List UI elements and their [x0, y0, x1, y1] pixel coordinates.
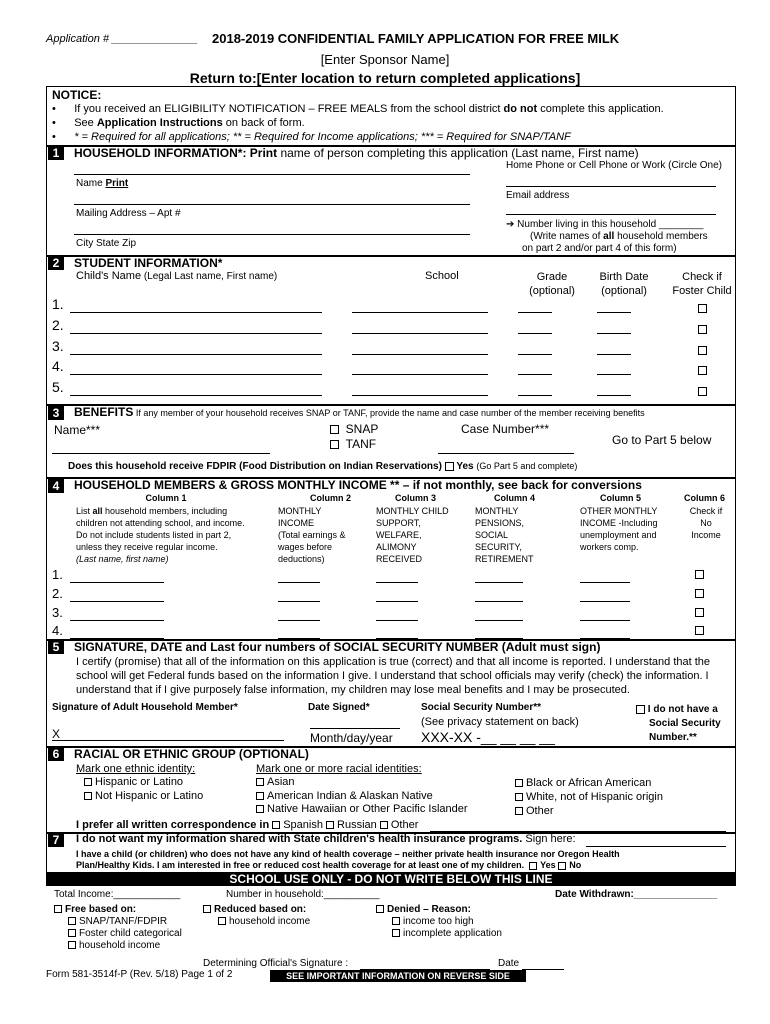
- member-row-number: 2.: [52, 586, 63, 601]
- case-number-label: Case Number***: [461, 422, 550, 436]
- free-based-on: Free based on:: [54, 904, 136, 915]
- grade-optional: (optional): [529, 285, 575, 297]
- col2-desc: [278, 505, 346, 565]
- number-in-household: Number in household:__________: [226, 889, 380, 900]
- column-desc-line: Check if: [689, 506, 723, 516]
- racial-white[interactable]: White, not of Hispanic origin: [515, 791, 663, 803]
- student-grade-line[interactable]: [518, 333, 552, 334]
- phone-label: Home Phone or Cell Phone or Work (Circle One): [506, 160, 723, 171]
- member-row-number: 3.: [52, 605, 63, 620]
- column-desc-line: MONTHLY: [475, 506, 519, 516]
- member-name-line[interactable]: [70, 601, 164, 602]
- column-desc-line: deductions): [278, 554, 325, 564]
- other-lang-checkbox[interactable]: [380, 821, 388, 829]
- section7-title: I do not want my information shared with State children's health insurance programs. Sign here:: [76, 833, 576, 845]
- column-desc-line: OTHER MONTHLY: [580, 506, 658, 516]
- notice-bullet-3: • * = Required for all applications; ** = Required for Income applications; *** = Required for SNAP/TANF: [52, 131, 571, 143]
- birth-optional: (optional): [601, 285, 647, 297]
- section1-number: 1: [48, 146, 64, 160]
- student-school-line[interactable]: [352, 333, 488, 334]
- no-income-checkbox[interactable]: [695, 589, 704, 598]
- column-desc-line: ALIMONY: [376, 542, 417, 552]
- racial-label: Mark one or more racial identities:: [256, 763, 422, 775]
- member-income-line[interactable]: [278, 582, 320, 583]
- free-opt-income: household income: [68, 940, 160, 951]
- no-income-checkbox[interactable]: [695, 626, 704, 635]
- notice-bullet-2: • See Application Instructions on back of form.: [52, 117, 305, 129]
- member-support-line[interactable]: [376, 582, 418, 583]
- no-ssn-option[interactable]: I do not have a: [636, 704, 718, 715]
- no-ssn-line-3: Number.**: [649, 732, 697, 743]
- col3-head: Column 3: [395, 493, 437, 503]
- racial-other[interactable]: Other: [515, 805, 554, 817]
- see-reverse-banner: SEE IMPORTANT INFORMATION ON REVERSE SIDE: [270, 970, 526, 982]
- column-desc-line: SOCIAL: [475, 530, 509, 540]
- no-income-checkbox[interactable]: [695, 570, 704, 579]
- col5-head: Column 5: [600, 493, 642, 503]
- col6-desc: [678, 505, 734, 541]
- name-line[interactable]: [74, 174, 470, 175]
- student-birth-line[interactable]: [597, 374, 631, 375]
- member-pension-line[interactable]: [475, 620, 523, 621]
- spanish-checkbox[interactable]: [272, 821, 280, 829]
- asian-checkbox[interactable]: [256, 778, 264, 786]
- student-grade-line[interactable]: [518, 354, 552, 355]
- signature-x: X: [52, 727, 61, 741]
- phone-line[interactable]: [506, 186, 716, 187]
- section3-title: BENEFITS If any member of your household receives SNAP or TANF, provide the name and case number of the member receiving benefits: [74, 405, 645, 419]
- section5-title: SIGNATURE, DATE and Last four numbers of SOCIAL SECURITY NUMBER (Adult must sign): [74, 640, 601, 654]
- free-foster-checkbox[interactable]: [68, 929, 76, 937]
- return-to: Return to:[Enter location to return completed applications]: [189, 70, 581, 86]
- birth-header: Birth Date: [599, 271, 649, 283]
- foster-child-checkbox[interactable]: [698, 366, 707, 375]
- section1-title: HOUSEHOLD INFORMATION*: Print name of person completing this application (Last name, First name): [74, 146, 639, 160]
- tanf-checkbox[interactable]: [330, 440, 339, 449]
- section6-number: 6: [48, 747, 64, 761]
- form-id: Form 581-3514f-P (Rev. 5/18) Page 1 of 2: [46, 969, 233, 980]
- racial-american-indian[interactable]: American Indian & Alaskan Native: [256, 790, 433, 802]
- column-desc-line: No: [700, 518, 712, 528]
- section6-title: RACIAL OR ETHNIC GROUP (OPTIONAL): [74, 747, 309, 761]
- member-name-line[interactable]: [70, 582, 164, 583]
- student-birth-line[interactable]: [597, 354, 631, 355]
- snap-checkbox[interactable]: [330, 425, 339, 434]
- application-number-label: Application # ______________: [46, 33, 198, 45]
- member-pension-line[interactable]: [475, 582, 523, 583]
- member-support-line[interactable]: [376, 601, 418, 602]
- health-yes-checkbox[interactable]: [529, 862, 537, 870]
- member-income-line[interactable]: [278, 620, 320, 621]
- column-desc-line: INCOME: [278, 518, 314, 528]
- denied-opt-incomplete: incomplete application: [392, 928, 502, 939]
- snap-option[interactable]: SNAP: [330, 422, 378, 436]
- official-signature: Determining Official's Signature :: [203, 958, 349, 969]
- section4-number: 4: [48, 479, 64, 493]
- fdpir-yes-checkbox[interactable]: [445, 462, 454, 471]
- city-line[interactable]: [74, 234, 470, 235]
- column-desc-line: WELFARE,: [376, 530, 422, 540]
- column-desc-line: SECURITY,: [475, 542, 522, 552]
- ssn-note: (See privacy statement on back): [421, 716, 579, 728]
- member-other-line[interactable]: [580, 620, 630, 621]
- racial-asian[interactable]: Asian: [256, 776, 295, 788]
- col4-desc: [475, 505, 534, 565]
- denied-opt-high: income too high: [392, 916, 474, 927]
- column-desc-line: RETIREMENT: [475, 554, 534, 564]
- foster-child-checkbox[interactable]: [698, 325, 707, 334]
- certify-line-2: school will get Federal funds based on the information I give. I understand that school officials may verify (check) the information. I: [76, 670, 709, 682]
- date-signed-label: Date Signed*: [308, 702, 370, 713]
- student-school-line[interactable]: [352, 395, 488, 396]
- student-row-number: 5.: [52, 379, 64, 395]
- other-race-checkbox[interactable]: [515, 807, 523, 815]
- member-row-number: 1.: [52, 567, 63, 582]
- col1-desc: List all household members, including children not attending school, and income. Do not include students listed in part 2, unless they receive regular income. (Last name, first name): [76, 506, 245, 564]
- column-desc-line: INCOME -Including: [580, 518, 658, 528]
- white-checkbox[interactable]: [515, 793, 523, 801]
- date-withdrawn: Date Withdrawn:_______________: [555, 889, 718, 900]
- col1-head: Column 1: [145, 493, 187, 503]
- col2-head: Column 2: [310, 493, 352, 503]
- certify-line-1: I certify (promise) that all of the information on this application is true (correct) and that all income is reported. I understand that the: [76, 656, 711, 668]
- col5-desc: [580, 505, 658, 553]
- no-ssn-line-2: Social Security: [649, 718, 721, 729]
- not-hispanic-checkbox[interactable]: [84, 792, 92, 800]
- student-grade-line[interactable]: [518, 374, 552, 375]
- name-label: Name Print: [76, 178, 129, 189]
- arrow-right-icon: ➔: [506, 219, 515, 230]
- goto-part5: Go to Part 5 below: [612, 433, 712, 447]
- school-use-banner: SCHOOL USE ONLY - DO NOT WRITE BELOW THIS LINE: [46, 872, 736, 886]
- column-desc-line: (Total earnings &: [278, 530, 346, 540]
- denied-incomplete-checkbox[interactable]: [392, 929, 400, 937]
- column-desc-line: Income: [691, 530, 721, 540]
- correspondence-pref: I prefer all written correspondence in Spanish Russian Other: [76, 819, 419, 831]
- column-desc-line: SUPPORT,: [376, 518, 421, 528]
- free-opt-snap: SNAP/TANF/FDPIR: [68, 916, 167, 927]
- health-line-2: Plan/Healthy Kids. I am interested in free or reduced cost health coverage for at least one of my children. Yes No: [76, 860, 582, 870]
- section2-title: STUDENT INFORMATION*: [74, 256, 223, 270]
- student-birth-line[interactable]: [597, 312, 631, 313]
- official-date-line[interactable]: [522, 969, 564, 970]
- ethnic-label: Mark one ethnic identity:: [76, 763, 196, 775]
- certify-line-3: understand that if I give purposely false information, my children may lose meal benefits and I may be prosecuted.: [76, 684, 630, 696]
- student-row-number: 2.: [52, 317, 64, 333]
- mailing-line[interactable]: [74, 204, 470, 205]
- section7-number: 7: [48, 833, 64, 847]
- student-school-line[interactable]: [352, 312, 488, 313]
- student-name-line[interactable]: [70, 354, 322, 355]
- racial-pacific-islander[interactable]: Native Hawaiian or Other Pacific Islander: [256, 803, 468, 815]
- member-other-line[interactable]: [580, 582, 630, 583]
- member-name-line[interactable]: [70, 620, 164, 621]
- foster-child-checkbox[interactable]: [698, 304, 707, 313]
- section7-sign-line[interactable]: [586, 846, 726, 847]
- write-names: (Write names of all household members: [530, 231, 708, 242]
- foster-header-2: Foster Child: [672, 285, 732, 297]
- student-row-number: 4.: [52, 358, 64, 374]
- total-income: Total Income:____________: [54, 889, 181, 900]
- student-name-line[interactable]: [70, 312, 322, 313]
- school-header: School: [425, 270, 459, 282]
- student-grade-line[interactable]: [518, 312, 552, 313]
- denied-reason: Denied – Reason:: [376, 904, 471, 915]
- reduced-opt-income: household income: [218, 916, 310, 927]
- email-label: Email address: [506, 190, 570, 201]
- column-desc-line: workers comp.: [580, 542, 639, 552]
- student-school-line[interactable]: [352, 374, 488, 375]
- fdpir-question: Does this household receive FDPIR (Food Distribution on Indian Reservations) Yes (Go Part 5 and complete): [68, 461, 578, 472]
- benefits-name-line[interactable]: [52, 453, 270, 454]
- student-row-number: 3.: [52, 338, 64, 354]
- column-desc-line: unemployment and: [580, 530, 657, 540]
- section2-number: 2: [48, 256, 64, 270]
- reduced-based-on: Reduced based on:: [203, 904, 306, 915]
- section3-number: 3: [48, 406, 64, 420]
- no-income-checkbox[interactable]: [695, 608, 704, 617]
- student-grade-line[interactable]: [518, 395, 552, 396]
- russian-checkbox[interactable]: [326, 821, 334, 829]
- sponsor-name: [Enter Sponsor Name]: [320, 52, 450, 67]
- denied-high-checkbox[interactable]: [392, 917, 400, 925]
- date-format: Month/day/year: [310, 731, 393, 745]
- child-name-header: Child's Name (Legal Last name, First name): [76, 270, 278, 282]
- tanf-option[interactable]: TANF: [330, 437, 376, 451]
- email-line[interactable]: [506, 214, 716, 215]
- section4-title: HOUSEHOLD MEMBERS & GROSS MONTHLY INCOME ** – if not monthly, see back for conversions: [74, 478, 642, 492]
- section5-number: 5: [48, 640, 64, 654]
- racial-black[interactable]: Black or African American: [515, 777, 651, 789]
- col3-desc: [376, 505, 449, 565]
- foster-child-checkbox[interactable]: [698, 346, 707, 355]
- case-number-line[interactable]: [438, 453, 574, 454]
- student-name-line[interactable]: [70, 395, 322, 396]
- health-line-1: I have a child (or children) who does not have any kind of health coverage – neither private health insurance nor Oregon Health: [76, 849, 620, 859]
- column-desc-line: MONTHLY: [278, 506, 322, 516]
- signature-label: Signature of Adult Household Member*: [52, 702, 238, 713]
- student-birth-line[interactable]: [597, 333, 631, 334]
- benefits-name-label: Name***: [54, 423, 101, 437]
- pacific-islander-checkbox[interactable]: [256, 805, 264, 813]
- reduced-income-checkbox[interactable]: [218, 917, 226, 925]
- ethnic-hispanic[interactable]: Hispanic or Latino: [84, 776, 183, 788]
- col4-head: Column 4: [494, 493, 536, 503]
- student-school-line[interactable]: [352, 354, 488, 355]
- member-pension-line[interactable]: [475, 601, 523, 602]
- student-name-line[interactable]: [70, 333, 322, 334]
- official-date: Date: [498, 958, 520, 969]
- number-living: ➔ Number living in this household ________: [506, 219, 704, 230]
- member-row-number: 4.: [52, 623, 63, 638]
- student-birth-line[interactable]: [597, 395, 631, 396]
- student-row-number: 1.: [52, 296, 64, 312]
- ssn-input[interactable]: XXX-XX -__ __ __ __: [421, 729, 555, 745]
- free-snap-checkbox[interactable]: [68, 917, 76, 925]
- foster-child-checkbox[interactable]: [698, 387, 707, 396]
- hispanic-checkbox[interactable]: [84, 778, 92, 786]
- column-desc-line: RECEIVED: [376, 554, 423, 564]
- notice-bullet-1: • If you received an ELIGIBILITY NOTIFICATION – FREE MEALS from the school district do not complete this application.: [52, 103, 664, 115]
- signature-line[interactable]: [52, 740, 284, 741]
- notice-heading: NOTICE:: [52, 88, 102, 102]
- column-desc-line: wages before: [278, 542, 333, 552]
- ssn-label: Social Security Number**: [421, 702, 542, 713]
- foster-header: Check if: [682, 271, 722, 283]
- city-label: City State Zip: [76, 238, 137, 249]
- member-income-line[interactable]: [278, 601, 320, 602]
- american-indian-checkbox[interactable]: [256, 792, 264, 800]
- health-no-checkbox[interactable]: [558, 862, 566, 870]
- free-checkbox[interactable]: [54, 905, 62, 913]
- free-opt-foster: Foster child categorical: [68, 928, 182, 939]
- black-checkbox[interactable]: [515, 779, 523, 787]
- no-ssn-checkbox[interactable]: [636, 705, 645, 714]
- grade-header: Grade: [536, 271, 568, 283]
- col6-head: Column 6: [684, 493, 726, 503]
- member-support-line[interactable]: [376, 620, 418, 621]
- student-name-line[interactable]: [70, 374, 322, 375]
- reduced-checkbox[interactable]: [203, 905, 211, 913]
- ethnic-not-hispanic[interactable]: Not Hispanic or Latino: [84, 790, 203, 802]
- write-names-2: on part 2 and/or part 4 of this form): [522, 243, 677, 254]
- form-title: 2018-2019 CONFIDENTIAL FAMILY APPLICATION FOR FREE MILK: [212, 31, 620, 46]
- date-signed-line[interactable]: [310, 728, 400, 729]
- denied-checkbox[interactable]: [376, 905, 384, 913]
- mailing-label: Mailing Address – Apt #: [76, 208, 181, 219]
- member-other-line[interactable]: [580, 601, 630, 602]
- free-income-checkbox[interactable]: [68, 941, 76, 949]
- column-desc-line: PENSIONS,: [475, 518, 525, 528]
- column-desc-line: MONTHLY CHILD: [376, 506, 449, 516]
